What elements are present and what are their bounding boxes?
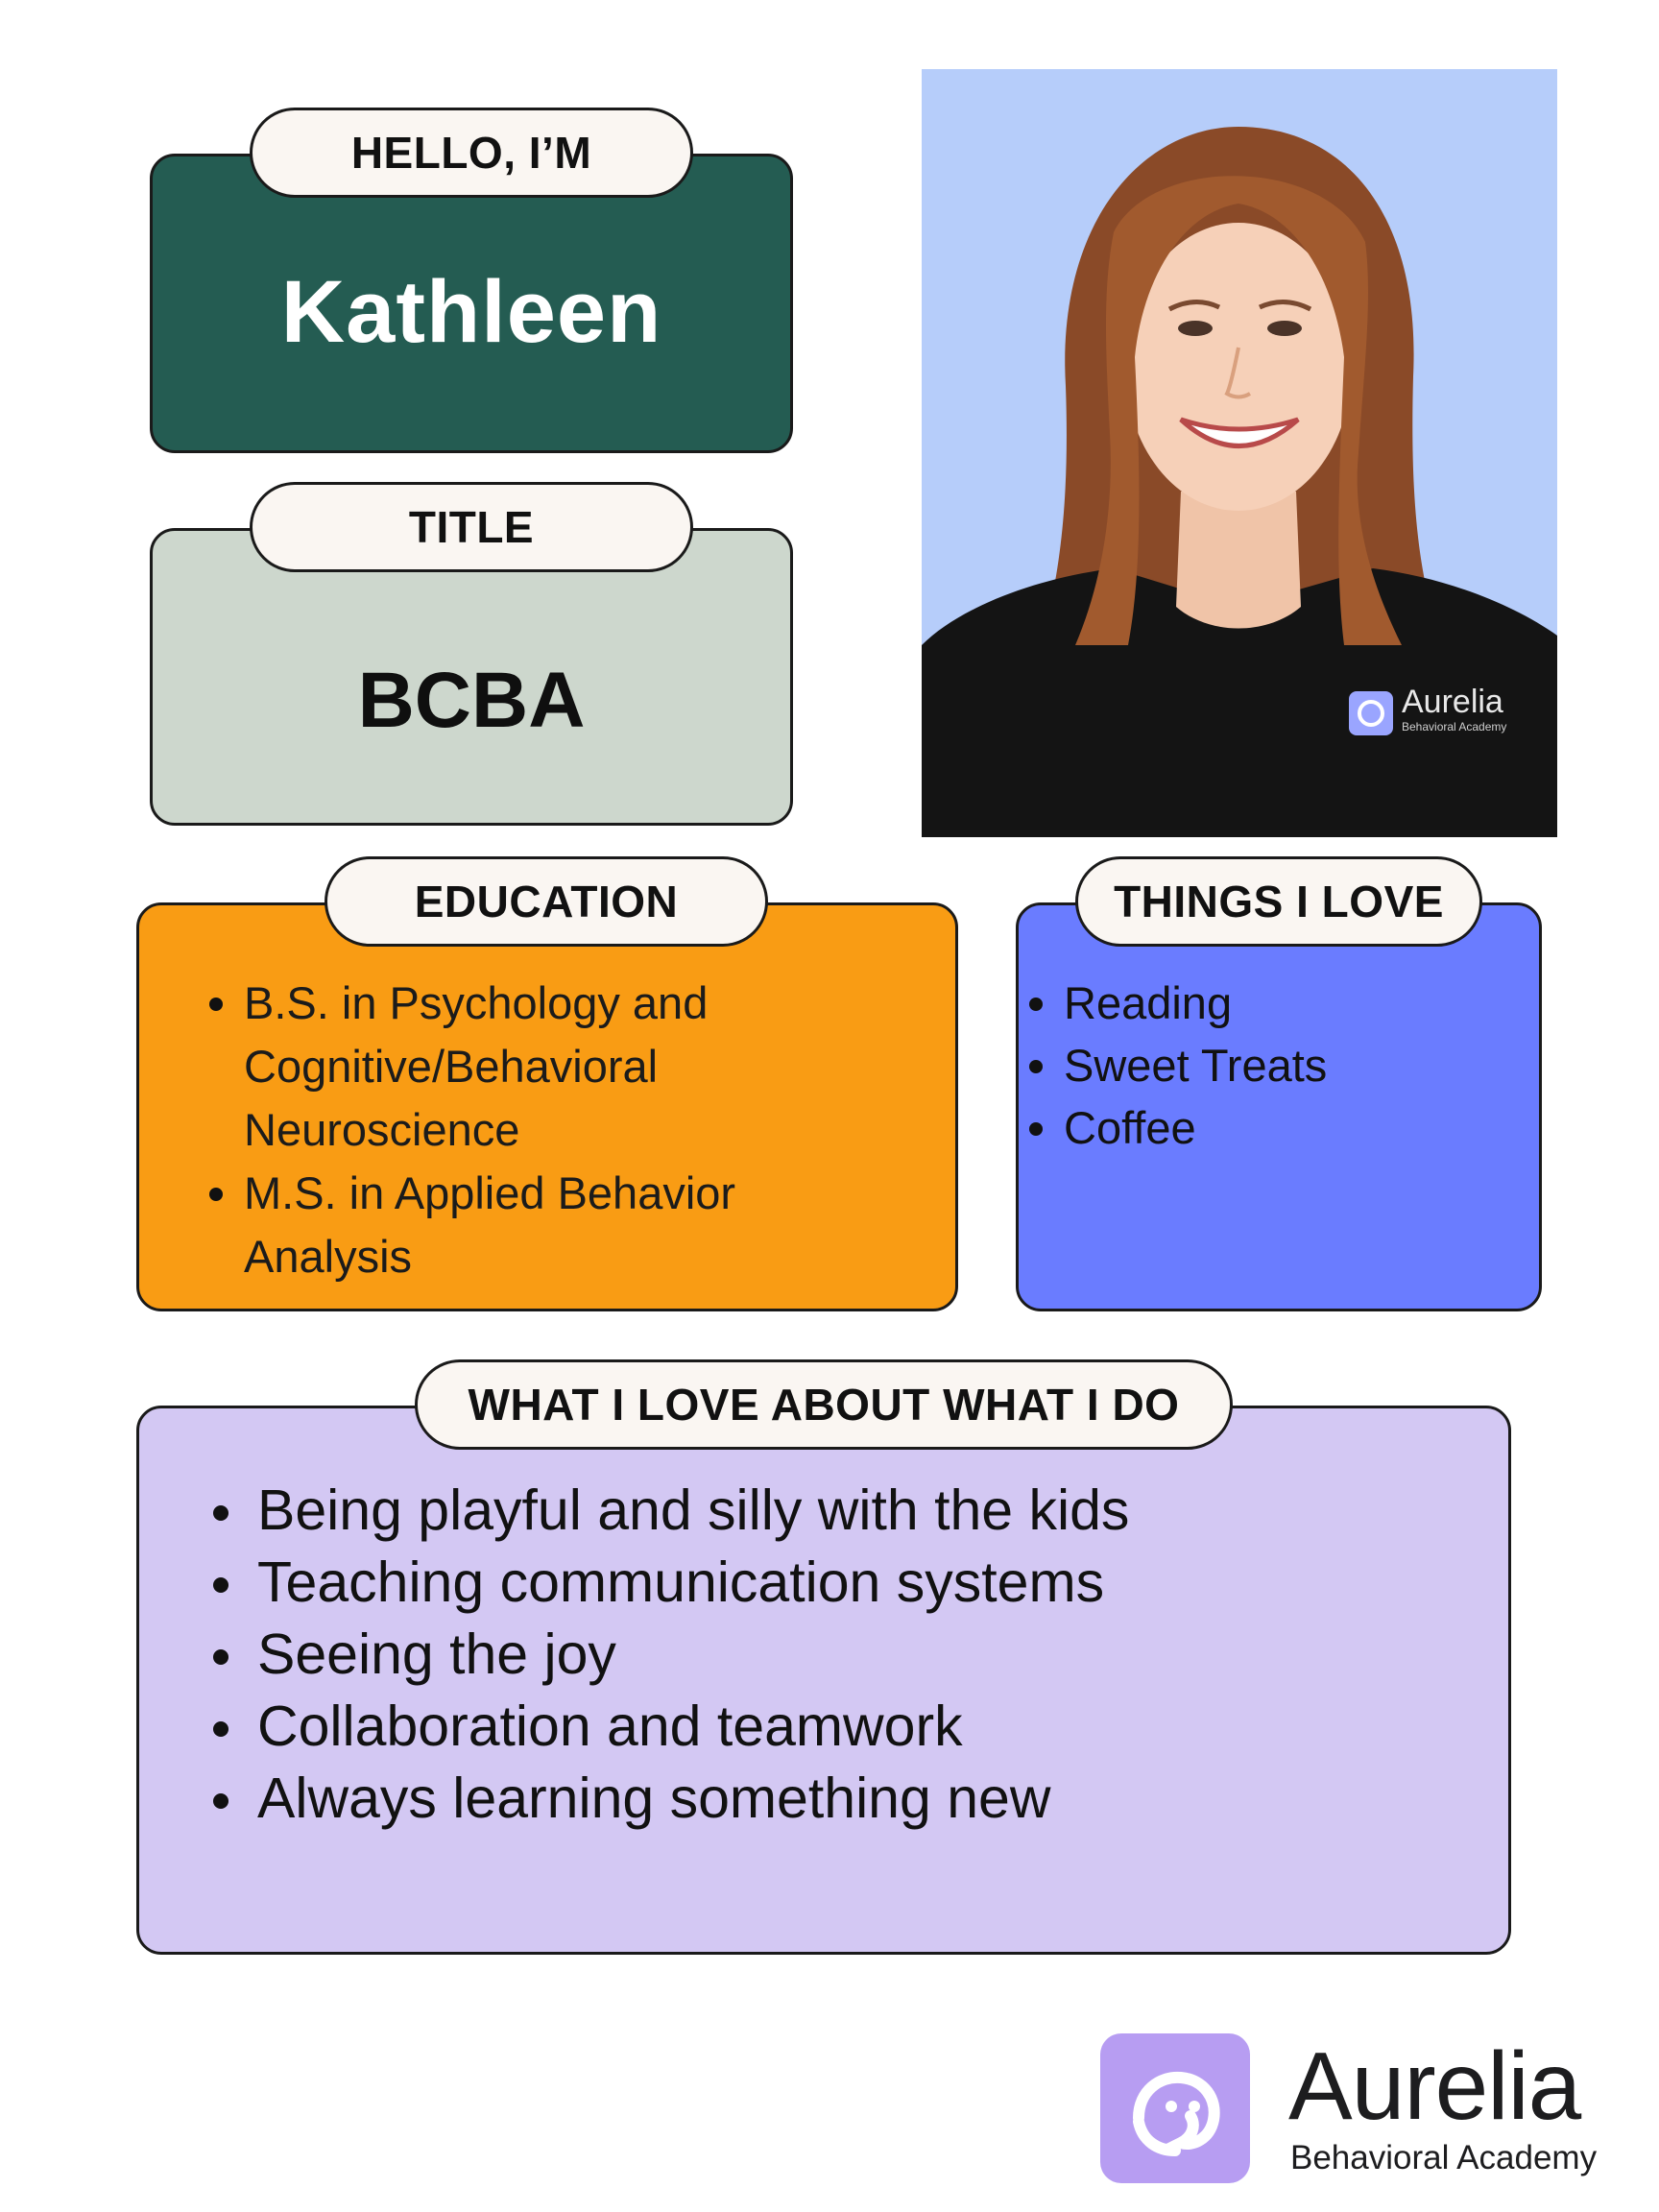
shirt-logo-name: Aurelia	[1402, 684, 1503, 720]
things-i-love-label-pill: THINGS I LOVE	[1075, 856, 1482, 947]
what-item: Always learning something new	[207, 1763, 1455, 1835]
profile-photo	[922, 69, 1557, 837]
shirt-logo-subtitle: Behavioral Academy	[1402, 720, 1507, 733]
name-text: Kathleen	[280, 263, 662, 361]
what-item: Being playful and silly with the kids	[207, 1475, 1455, 1547]
title-card	[150, 528, 793, 826]
smiling-swirl-logo-icon	[1100, 2033, 1250, 2183]
education-item: B.S. in Psychology and Cognitive/Behavioral Neuroscience	[205, 972, 801, 1162]
what-item: Teaching communication systems	[207, 1547, 1455, 1619]
what-item: Seeing the joy	[207, 1619, 1455, 1691]
name-card	[150, 154, 793, 453]
brand-logo	[1100, 2033, 1619, 2187]
education-label-pill: EDUCATION	[325, 856, 768, 947]
what-i-love-list	[207, 1475, 1455, 1835]
love-item: Sweet Treats	[1025, 1034, 1525, 1096]
hello-label-pill: HELLO, I’M	[250, 108, 693, 198]
title-value: BCBA	[357, 657, 586, 744]
education-item: M.S. in Applied Behavior Analysis	[205, 1162, 801, 1288]
love-item: Coffee	[1025, 1096, 1525, 1159]
title-label-pill: TITLE	[250, 482, 693, 572]
education-list	[205, 972, 801, 1288]
things-i-love-list	[1025, 972, 1525, 1159]
what-item: Collaboration and teamwork	[207, 1691, 1455, 1763]
brand-name: Aurelia	[1288, 2032, 1581, 2140]
love-item: Reading	[1025, 972, 1525, 1034]
brand-subtitle: Behavioral Academy	[1290, 2139, 1598, 2176]
what-i-love-label-pill: WHAT I LOVE ABOUT WHAT I DO	[415, 1359, 1233, 1450]
